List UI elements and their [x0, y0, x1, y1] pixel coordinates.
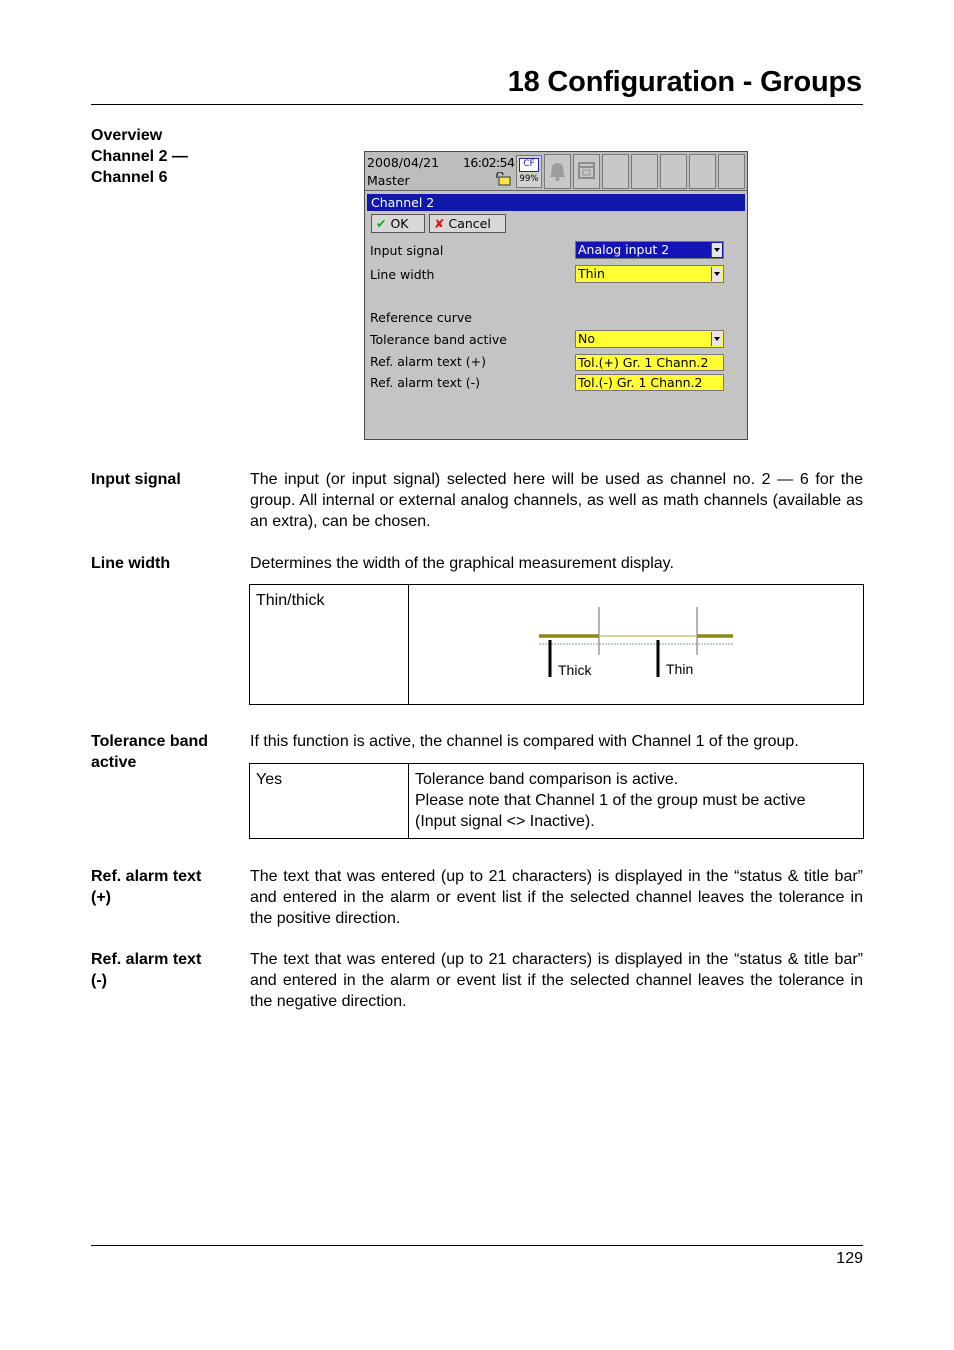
dialog-header: Channel 2	[367, 194, 745, 211]
tolerance-table	[249, 763, 864, 839]
line-width-diagram	[409, 585, 862, 703]
ref-alarm-plus-input[interactable]: Tol.(+) Gr. 1 Chann.2	[575, 354, 724, 371]
ref-alarm-minus-text: The text that was entered (up to 21 characters) is displayed in the “status & title bar” and entered in the alarm or event list if the selected channel leaves the tolerance in the negative direction.	[250, 951, 863, 1010]
line-width-heading: Line width	[91, 555, 171, 572]
input-signal-select[interactable]: Analog input 2	[575, 241, 724, 259]
bell-icon	[545, 155, 570, 186]
line-width-option: Thin/thick	[250, 585, 409, 705]
ref-alarm-minus-label: Ref. alarm text (-)	[370, 375, 481, 390]
tolerance-heading: Tolerance band active	[91, 733, 209, 771]
toolbar-button-4[interactable]	[631, 154, 658, 189]
alarm-bell-button[interactable]	[544, 154, 571, 189]
page-number: 129	[836, 1250, 863, 1267]
page-title: 18 Configuration - Groups	[507, 66, 862, 98]
ref-alarm-plus-label: Ref. alarm text (+)	[370, 354, 486, 369]
status-bar	[365, 152, 747, 191]
list-icon	[574, 155, 599, 186]
cancel-button[interactable]: ✘ Cancel	[429, 214, 506, 233]
tolerance-band-label: Tolerance band active	[370, 332, 507, 347]
chevron-down-icon	[711, 243, 722, 257]
input-signal-heading: Input signal	[91, 471, 181, 488]
line-width-select[interactable]: Thin	[575, 265, 724, 283]
ref-alarm-plus-heading: Ref. alarm text (+)	[91, 868, 202, 906]
thick-label: Thick	[558, 662, 592, 678]
event-list-button[interactable]	[573, 154, 600, 189]
ok-button[interactable]: ✔ OK	[371, 214, 425, 233]
status-user: Master	[367, 173, 410, 188]
input-signal-label: Input signal	[370, 243, 444, 258]
status-date: 2008/04/21	[367, 155, 440, 170]
tolerance-description: Tolerance band comparison is active. Please note that Channel 1 of the group must be active (Input signal <> Inactive).	[409, 764, 864, 839]
status-time: 16:02:54	[463, 155, 515, 170]
cross-icon: ✘	[434, 216, 445, 231]
line-width-table	[249, 584, 864, 705]
tolerance-option: Yes	[250, 764, 409, 839]
tolerance-band-select[interactable]: No	[575, 330, 724, 348]
thin-label: Thin	[666, 661, 694, 677]
overview-label: Overview Channel 2 — Channel 6	[91, 127, 188, 186]
line-width-text: Determines the width of the graphical measurement display.	[250, 555, 674, 572]
ref-alarm-minus-input[interactable]: Tol.(-) Gr. 1 Chann.2	[575, 374, 724, 391]
reference-curve-label: Reference curve	[370, 310, 472, 325]
lock-icon	[493, 172, 511, 186]
input-signal-text: The input (or input signal) selected here will be used as channel no. 2 — 6 for the group. All internal or external analog channels, as well as math channels (available as an extra), can be chosen.	[250, 471, 863, 530]
toolbar-button-7[interactable]	[718, 154, 745, 189]
device-screen	[364, 151, 748, 440]
toolbar-button-6[interactable]	[689, 154, 716, 189]
cf-icon: CF	[519, 158, 539, 172]
header-rule	[91, 104, 863, 105]
chevron-down-icon	[711, 267, 722, 281]
toolbar-button-5[interactable]	[660, 154, 687, 189]
footer-rule	[91, 1245, 863, 1246]
ref-alarm-minus-heading: Ref. alarm text (-)	[91, 951, 202, 989]
chevron-down-icon	[711, 332, 722, 346]
line-width-label: Line width	[370, 267, 435, 282]
toolbar-button-3[interactable]	[602, 154, 629, 189]
tolerance-text: If this function is active, the channel is compared with Channel 1 of the group.	[250, 733, 799, 750]
cf-card-indicator[interactable]: CF 99%	[516, 155, 542, 188]
line-width-illustration	[409, 585, 864, 705]
check-icon: ✔	[376, 216, 387, 231]
ref-alarm-plus-text: The text that was entered (up to 21 characters) is displayed in the “status & title bar” and entered in the alarm or event list if the selected channel leaves the tolerance in the positive direction.	[250, 868, 863, 927]
